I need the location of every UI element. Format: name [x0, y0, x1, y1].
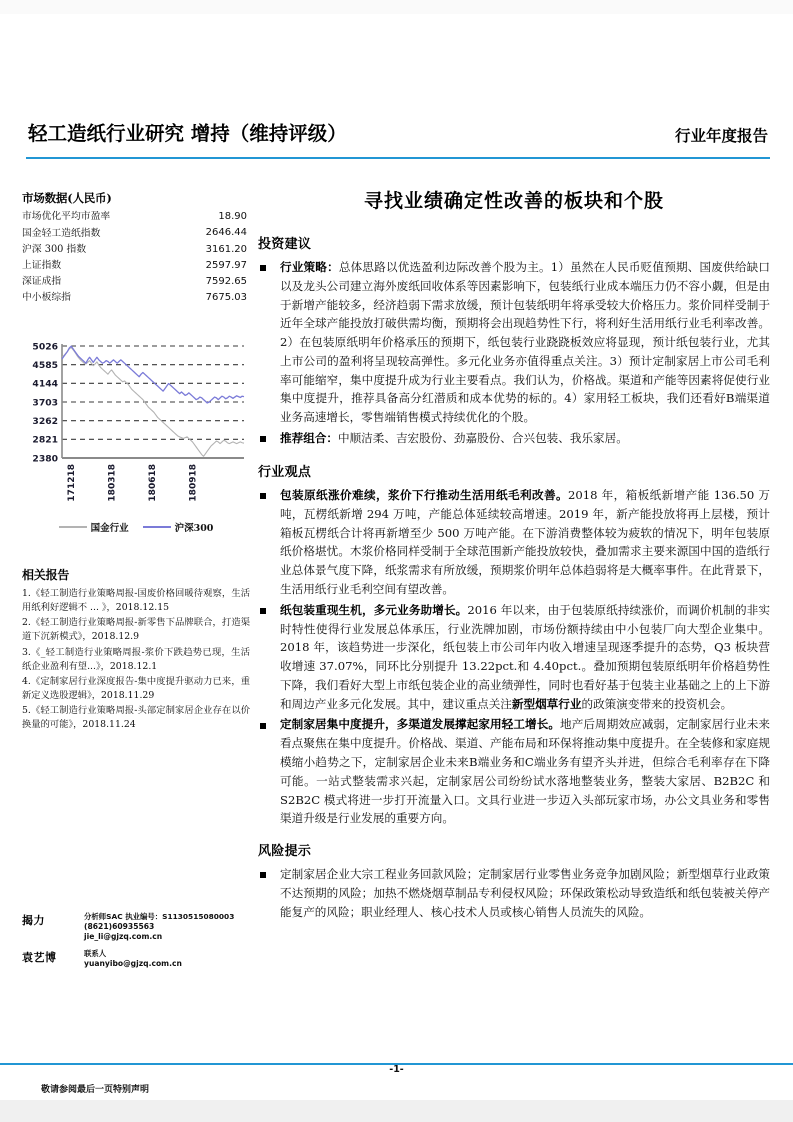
bullet-lead: 纸包装重现生机，多元业务助增长。 [280, 602, 468, 617]
analyst-details [84, 949, 257, 969]
bullet-body: 总体思路以优选盈利边际改善个股为主。1）虽然在人民币贬值预期、国废供给缺口以及龙头公司建立海外废纸回收体系等因素影响下，包装纸行业成本端压力仍不容小觑，但是由于新增产能较多，经济趋弱下需求放缓，预计包装纸明年将承受较大价格压力。浆价同样受制于近年全球产能投放打破供需均衡，预期将会出现趋势性下行，将利好生活用纸行业毛利率改善。2）在包装原纸明年价格承压的预期下，纸包装行业跷跷板效应将显现，预计纸包装行业，尤其上市公司的盈利将呈现较高弹性。多元化业务亦值得重点关注。3）预计定制家居上市公司毛利率可能缩窄，集中度提升成为行业主要看点。我们认为，价格战。渠道和产能等因素将促使行业集中度提升，推荐具备高分红潜质和成本优势的标的。4）家用轻工板块，我们还看好B端渠道业务高速增长，零售端销售模式持续优化的个股。 [280, 260, 770, 425]
main-content [258, 186, 770, 923]
bullet-body: 定制家居企业大宗工程业务回款风险；定制家居行业零售业务竞争加剧风险；新型烟草行业政策不达预期的风险；加热不燃烧烟草制品专利侵权风险；环保政策松动导致造纸和纸包装被关停产能复产的风险；职业经理人、核心技术人员或核心销售人员流失的风险。 [280, 867, 770, 919]
bullet-text [280, 486, 770, 599]
square-bullet-icon [258, 715, 280, 735]
legend-label-0: 国金行业 [90, 523, 129, 534]
chart-x-tick-label: 180918 [188, 464, 199, 502]
bullet-lead: 行业策略： [280, 260, 339, 274]
market-data-label: 中小板综指 [22, 292, 71, 304]
header-report-type: 行业年度报告 [674, 126, 768, 145]
related-report-item[interactable]: 3.《_轻工制造行业策略周报-浆价下跌趋势已现，生活纸企业盈利有望...》，2018.12.1 [22, 646, 250, 672]
section-heading: 行业观点 [258, 465, 312, 481]
related-reports-heading: 相关报告 [22, 568, 70, 582]
analyst-entry [22, 912, 257, 943]
market-data-row [22, 258, 247, 274]
chart-canvas [22, 340, 250, 512]
market-data-label: 上证指数 [22, 259, 62, 271]
bullet-body: 地产后周期效应减弱，定制家居行业未来看点聚焦在集中度提升。价格战、渠道、产能布局和环保将推动集中度提升。在全装修和家庭规模缩小趋势之下，定制家居企业未来B端业务和C端业务有望齐头并进，但综合毛利率存在下降可能。一站式整装需求兴起，定制家居公司纷纷试水落地整装业务，整装大家居、B2B2C 和 S2B2C 模式将进一步打开流量入口。文具行业进一步迈入头部玩家市场，办公文具业务和零售渠道升级是行业发展的重要方向。 [280, 717, 770, 826]
chart-y-tick-label: 4585 [32, 360, 58, 372]
market-data-row [22, 225, 247, 241]
bullet-lead: 包装原纸涨价难续，浆价下行推动生活用纸毛利改善。 [280, 488, 569, 503]
analyst-name: 揭力 [22, 914, 45, 927]
bullet-lead: 定制家居集中度提升，多渠道发展撑起家用轻工增长。 [280, 717, 561, 732]
chart-y-tick-label: 4144 [32, 378, 58, 390]
market-data-heading: 市场数据(人民币) [22, 191, 112, 205]
bullet-text [280, 715, 770, 828]
related-report-item[interactable]: 4.《定制家居行业深度报告-集中度提升驱动力已来，重新定义选股逻辑》，2018.11.29 [22, 675, 250, 701]
section-heading: 投资建议 [258, 237, 312, 252]
page-number: -1- [389, 1064, 404, 1075]
bullet-item [258, 486, 770, 599]
bullet-text [280, 429, 770, 448]
square-bullet-icon [258, 429, 280, 449]
bullet-item [258, 258, 770, 427]
page-title: 寻找业绩确定性改善的板块和个股 [363, 190, 664, 212]
analyst-role: 分析师SAC 执业编号：S1130515080003 [84, 912, 235, 921]
square-bullet-icon [258, 601, 280, 621]
legend-label-1: 沪深300 [174, 523, 214, 534]
market-data-value: 7592.65 [205, 275, 247, 287]
analyst-phone: (8621)60935563 [84, 921, 155, 931]
legend-swatch-icon [143, 526, 171, 528]
bullet-item [258, 865, 770, 921]
square-bullet-icon [258, 865, 280, 885]
square-bullet-icon [258, 486, 280, 506]
report-header [28, 118, 768, 152]
bullet-text [280, 601, 770, 714]
chart-y-tick-label: 2380 [32, 453, 58, 465]
legend-item-0 [59, 520, 129, 534]
market-data-panel [22, 190, 247, 306]
market-data-label: 沪深 300 指数 [22, 243, 87, 255]
chart-y-tick-label: 3703 [32, 397, 58, 409]
related-report-item[interactable]: 5.《轻工制造行业策略周报-头部定制家居企业存在以价换量的可能》，2018.11.24 [22, 705, 250, 731]
header-divider [26, 157, 770, 159]
market-data-value: 2646.44 [205, 227, 247, 239]
header-title: 轻工造纸行业研究 增持（维持评级） [28, 122, 347, 145]
related-report-item[interactable]: 1.《轻工制造行业策略周报-国废价格回暖待观察，生活用纸利好逻辑不 ... 》，2018.12.15 [22, 588, 250, 614]
market-data-label: 市场优化平均市盈率 [22, 211, 111, 223]
analyst-name: 袁艺博 [22, 951, 57, 965]
chart-series-line [62, 346, 244, 403]
related-report-item[interactable]: 2.《轻工制造行业策略周报-新零售下品牌联合，打造渠道下沉新模式》，2018.12.9 [22, 617, 250, 643]
bullet-text [280, 865, 770, 921]
bullet-lead: 推荐组合： [280, 431, 338, 446]
bullet-tail-emphasis: 新型烟草行业 [511, 696, 582, 711]
chart-y-tick-label: 2821 [32, 434, 58, 446]
bullet-item [258, 601, 770, 714]
chart-x-tick-label: 180318 [107, 464, 118, 502]
bullet-item [258, 715, 770, 828]
legend-item-1 [143, 520, 214, 534]
chart-x-tick-label: 180618 [148, 464, 158, 502]
analyst-entry [22, 949, 257, 969]
bullet-text [280, 258, 770, 427]
square-bullet-icon [258, 258, 280, 278]
market-data-row [22, 241, 247, 257]
market-data-label: 国金轻工造纸指数 [22, 227, 101, 239]
page-bottom-band [0, 1100, 793, 1122]
bullet-body: 2018 年，箱板纸新增产能 136.50 万吨，瓦楞纸新增 294 万吨，产能总体延续较高增速。2019 年，新产能投放将再上层楼，预计箱板瓦楞纸合计将再新增至少 500 万吨产能。在下游消费整体较为疲软的情况下，明年包装原纸价格堪忧。木浆价格同样受制于全球范围新产能投放较快，叠加需求主要来源国中国的造纸行业总体景气度下降，纸浆需求有所放缓，预期浆价明年总体趋弱将是大概率事件。在此背景下，生活用纸行业毛利空间有望改善。 [280, 488, 770, 596]
chart-legend [22, 518, 250, 536]
market-data-value: 2597.97 [205, 259, 247, 271]
bullet-tail: 的政策演变带来的投资机会。 [581, 696, 733, 711]
market-data-row [22, 209, 247, 225]
market-data-row [22, 290, 247, 306]
legend-swatch-icon [59, 526, 87, 528]
bullet-item [258, 429, 770, 449]
analyst-email[interactable]: jie_li@gjzq.com.cn [84, 932, 163, 942]
chart-y-tick-label: 5026 [32, 341, 58, 353]
bullet-body: 中顺洁柔、吉宏股份、劲嘉股份、合兴包装、我乐家居。 [337, 431, 628, 446]
market-data-value: 18.90 [218, 211, 247, 223]
chart-x-tick-label: 171218 [67, 464, 77, 502]
market-data-row [22, 274, 247, 290]
analyst-details [84, 912, 257, 943]
related-reports-panel [22, 566, 250, 733]
market-data-table [22, 209, 247, 306]
analyst-role: 联系人 [84, 949, 107, 959]
index-performance-chart [22, 340, 250, 512]
market-data-value: 3161.20 [205, 243, 247, 255]
market-data-value: 7675.03 [205, 292, 247, 304]
page-top-band [0, 0, 793, 14]
market-data-label: 深证成指 [22, 276, 62, 288]
chart-y-tick-label: 3262 [32, 416, 58, 428]
analyst-panel [22, 912, 257, 976]
bullet-body: 2016 年以来，由于包装原纸持续涨价，而调价机制的非实时特性使得行业发展总体承压，行业洗牌加剧，市场份额持续由中小包装厂向大型企业集中。2018 年，该趋势进一步深化，纸包装上市公司年内收入增速呈现逐季提升的态势，Q3 板块营收增速 37.07%，同环比分别提升 13.22pct.和 4.40pct.。叠加预期包装原纸明年价格趋势性下降，我们看好大型上市纸包装企业的高业绩弹性，同时也看好基于包装主业基础之上的上下游和周边产业多元化发展。其中，建议重点关注 [280, 602, 770, 711]
analyst-email[interactable]: yuanyibo@gjzq.com.cn [84, 958, 182, 968]
section-heading: 风险提示 [258, 844, 312, 860]
footer-disclaimer: 敬请参阅最后一页特别声明 [41, 1085, 150, 1095]
